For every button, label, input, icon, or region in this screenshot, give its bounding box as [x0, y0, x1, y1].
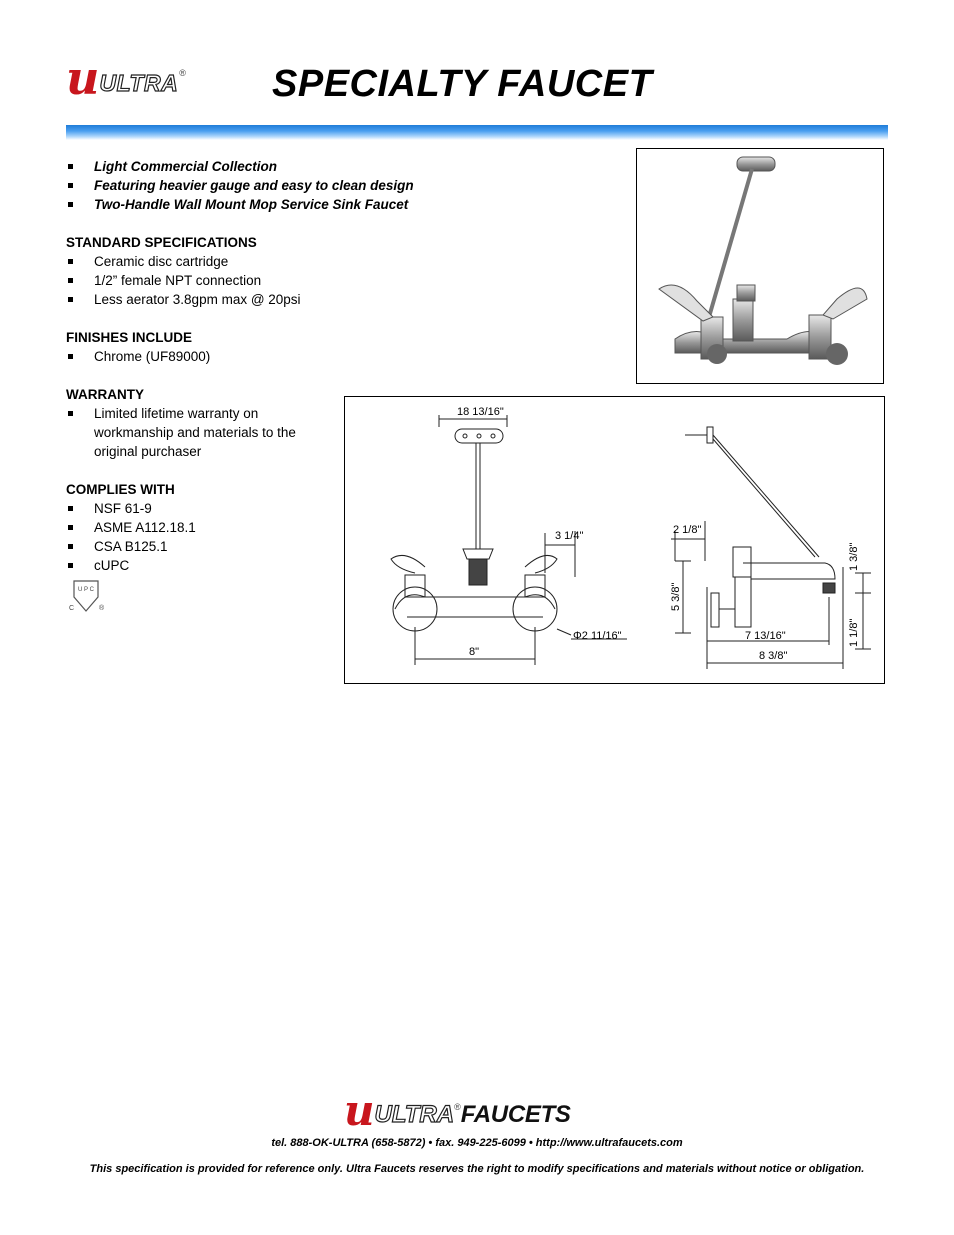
logo-wordmark: ULTRA — [99, 69, 179, 96]
compliance-item: ASME A112.18.1 — [66, 518, 336, 537]
contact-line: tel. 888-OK-ULTRA (658-5872) • fax. 949-225-6099 • http://www.ultrafaucets.com — [271, 1137, 683, 1149]
dim-diameter: Φ2 11/16" — [573, 630, 622, 642]
complies-heading: COMPLIES WITH — [66, 482, 175, 497]
header-gradient-bar — [66, 125, 888, 140]
warranty-list — [66, 404, 336, 461]
registered-mark: ® — [179, 68, 186, 78]
finishes-heading: FINISHES INCLUDE — [66, 330, 193, 345]
complies-list — [66, 499, 336, 575]
footer-registered-mark: ® — [454, 1102, 461, 1112]
compliance-item: cUPC — [66, 556, 336, 575]
spec-item: Ceramic disc cartridge — [66, 252, 336, 271]
dim-total-length: 8 3/8" — [759, 650, 788, 662]
compliance-item: NSF 61-9 — [66, 499, 336, 518]
upc-certification-icon — [68, 577, 336, 620]
front-view — [391, 406, 627, 665]
dim-centers: 8" — [469, 646, 480, 658]
footer-logo-wordmark: ULTRA — [374, 1101, 455, 1128]
footer-logo-mark: u — [344, 1086, 369, 1135]
dim-top-height: 1 3/8" — [848, 542, 860, 571]
dim-top-width: 18 13/16" — [457, 406, 504, 418]
feature-item: Featuring heavier gauge and easy to clean design — [66, 176, 336, 195]
standard-specs-heading: STANDARD SPECIFICATIONS — [66, 235, 257, 250]
dim-bottom-height: 1 1/8" — [848, 618, 860, 647]
dim-height: 5 3/8" — [670, 582, 682, 611]
finishes-list — [66, 347, 336, 366]
feature-item: Two-Handle Wall Mount Mop Service Sink Faucet — [66, 195, 336, 214]
dim-offset: 2 1/8" — [673, 524, 702, 536]
compliance-item: CSA B125.1 — [66, 537, 336, 556]
logo-mark: u — [66, 51, 94, 105]
spec-item: 1/2” female NPT connection — [66, 271, 336, 290]
product-photo — [636, 148, 884, 384]
standard-specs-list — [66, 252, 336, 309]
feature-list — [66, 157, 414, 214]
feature-item: Light Commercial Collection — [66, 157, 336, 176]
dimension-drawing — [344, 396, 885, 684]
warranty-heading: WARRANTY — [66, 387, 144, 402]
upc-cert-left: C — [69, 605, 75, 612]
page-title: SPECIALTY FAUCET — [272, 63, 653, 105]
upc-cert-letters: U P C — [78, 587, 94, 593]
footer-logo — [344, 1086, 571, 1135]
disclaimer: This specification is provided for reference only. Ultra Faucets reserves the right to modify specifications and materials without notice or obligation. — [89, 1163, 865, 1175]
footer-logo-faucets: FAUCETS — [460, 1101, 571, 1128]
side-view — [670, 427, 871, 669]
warranty-item: Limited lifetime warranty on workmanship and materials to the original purchaser — [66, 404, 320, 461]
dim-spout-length: 7 13/16" — [745, 630, 786, 642]
ultra-logo — [66, 51, 186, 105]
spec-item: Less aerator 3.8gpm max @ 20psi — [66, 290, 336, 309]
finish-item: Chrome (UF89000) — [66, 347, 336, 366]
spec-column — [66, 157, 414, 620]
dim-spout: 3 1/4" — [555, 530, 584, 542]
upc-cert-right: ® — [99, 605, 105, 612]
